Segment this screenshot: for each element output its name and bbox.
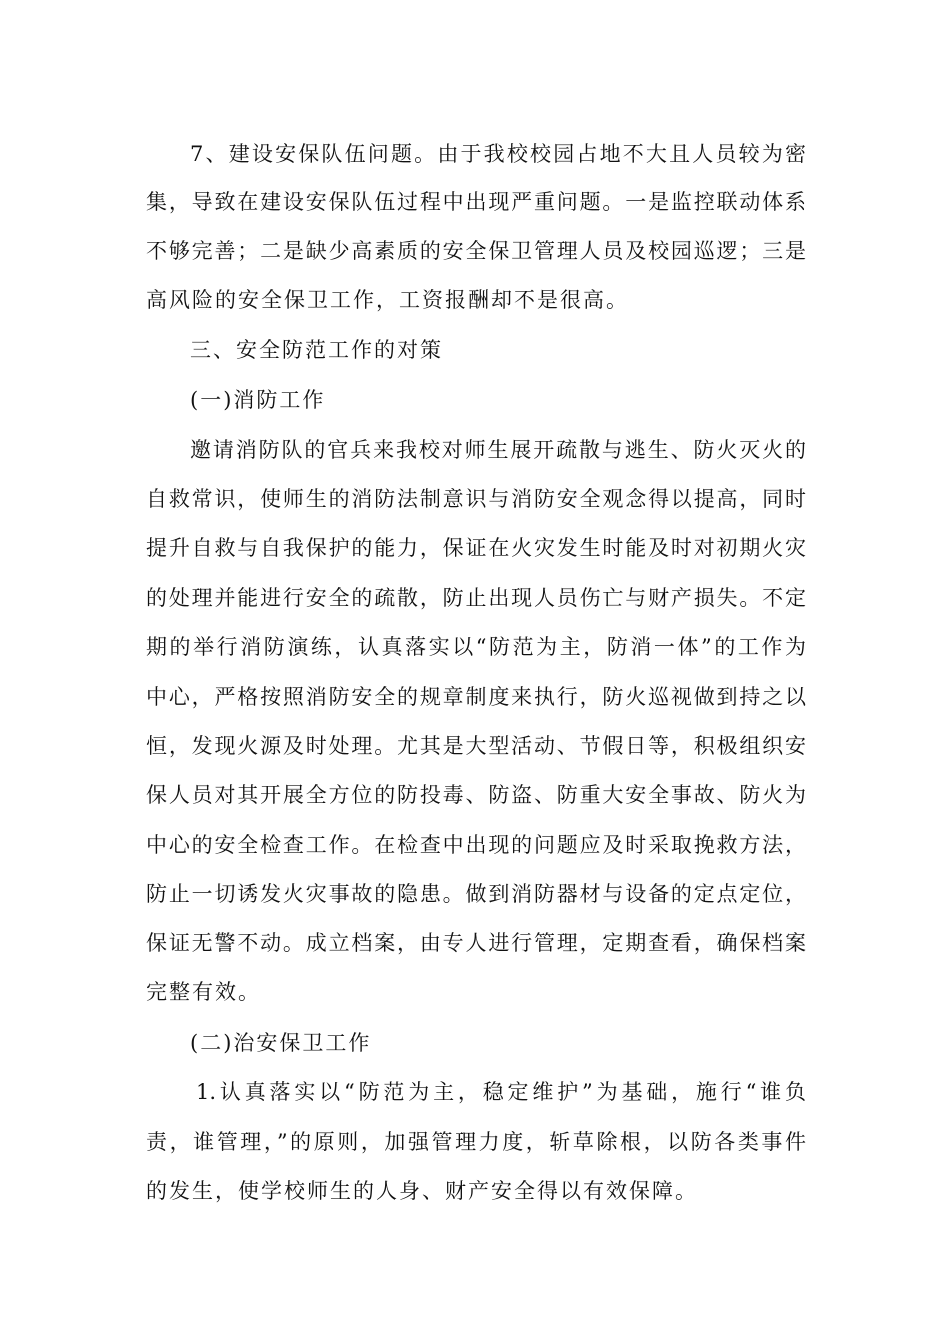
paragraph-line: 责，谁管理，”的原则，加强管理力度，斩草除根，以防各类事件: [146, 1130, 806, 1154]
subsection-heading: (一)消防工作: [190, 388, 326, 412]
subsection-heading: (二)治安保卫工作: [190, 1031, 372, 1055]
paragraph-line: 保证无警不动。成立档案，由专人进行管理，定期查看，确保档案: [146, 931, 806, 955]
paragraph-line: 中心，严格按照消防安全的规章制度来执行，防火巡视做到持之以: [146, 685, 806, 709]
paragraph-line: 保人员对其开展全方位的防投毒、防盗、防重大安全事故、防火为: [146, 783, 806, 807]
paragraph-line: 的发生，使学校师生的人身、财产安全得以有效保障。: [146, 1179, 698, 1203]
paragraph-line: 中心的安全检查工作。在检查中出现的问题应及时采取挽救方法，: [146, 833, 806, 857]
paragraph-line: 集，导致在建设安保队伍过程中出现严重问题。一是监控联动体系: [146, 190, 806, 214]
paragraph-line: 提升自救与自我保护的能力，保证在火灾发生时能及时对初期火灾: [146, 536, 806, 560]
paragraph-line: 不够完善；二是缺少高素质的安全保卫管理人员及校园巡逻；三是: [146, 239, 806, 263]
paragraph-line: 完整有效。: [146, 980, 261, 1004]
section-heading: 三、安全防范工作的对策: [190, 338, 443, 362]
paragraph-line: 的处理并能进行安全的疏散，防止出现人员伤亡与财产损失。不定: [146, 586, 806, 610]
paragraph-line: 高风险的安全保卫工作，工资报酬却不是很高。: [146, 288, 629, 312]
paragraph-line: 邀请消防队的官兵来我校对师生展开疏散与逃生、防火灭火的: [190, 438, 806, 462]
paragraph-line: 防止一切诱发火灾事故的隐患。做到消防器材与设备的定点定位，: [146, 882, 806, 906]
paragraph-line: 自救常识，使师生的消防法制意识与消防安全观念得以提高，同时: [146, 487, 806, 511]
paragraph-line: 恒，发现火源及时处理。尤其是大型活动、节假日等，积极组织安: [146, 734, 806, 758]
paragraph-line: 7、建设安保队伍问题。由于我校校园占地不大且人员较为密: [190, 142, 806, 166]
paragraph-line: 期的举行消防演练，认真落实以“防范为主，防消一体”的工作为: [146, 635, 806, 659]
paragraph-line: 1.认真落实以“防范为主，稳定维护”为基础，施行“谁负: [196, 1080, 806, 1104]
